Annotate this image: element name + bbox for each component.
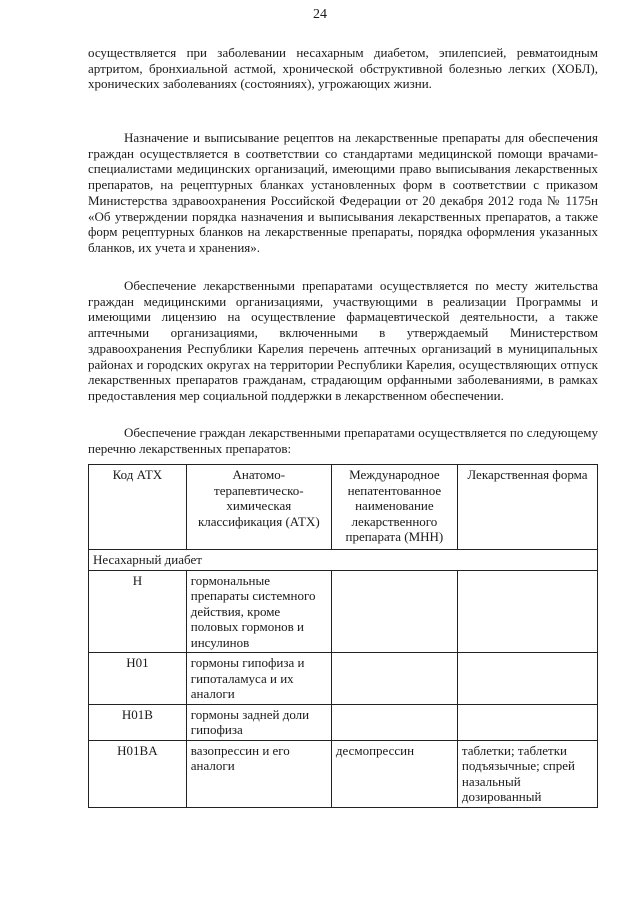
- table-row: [89, 653, 598, 705]
- drug-list-table: [88, 464, 598, 808]
- paragraph-continuation: осуществляется при заболевании несахарным диабетом, эпилепсией, ревматоидным артритом, бронхиальной астмой, хронической обструктивной болезнью легких (ХОБЛ), хронических заболеваниях (состояниях), угрожающих жизни.: [88, 45, 598, 92]
- cell-inn: десмопрессин: [331, 740, 457, 807]
- section-title: Несахарный диабет: [89, 550, 598, 571]
- page-number: 24: [313, 7, 327, 22]
- header-form: Лекарственная форма: [457, 465, 597, 550]
- cell-code: H01B: [89, 704, 187, 740]
- section-row: [89, 550, 598, 571]
- header-inn: Международное непатентованное наименование лекарственного препарата (МНН): [331, 465, 457, 550]
- table-header-row: [89, 465, 598, 550]
- paragraph-prescriptions-text: Назначение и выписывание рецептов на лекарственные препараты для обеспечения граждан осуществляется в соответствии со стандартами медицинской помощи врачами-специалистами медицинских организаций, имеющими право выписывания лекарственных препаратов, на рецептурных бланках установленных форм в соответствии с приказом Министерства здравоохранения Российской Федерации от 20 декабря 2012 года № 1175н «Об утверждении порядка назначения и выписывания лекарственных препаратов, а также форм рецептурных бланков на лекарственные препараты, порядка оформления указанных бланков, их учета и хранения».: [88, 130, 598, 255]
- cell-inn: [331, 653, 457, 705]
- header-classification: Анатомо-терапевтическо-химическая классификация (АТХ): [186, 465, 331, 550]
- cell-classification: вазопрессин и его аналоги: [186, 740, 331, 807]
- cell-code: H01: [89, 653, 187, 705]
- cell-code: H01BA: [89, 740, 187, 807]
- cell-form: таблетки; таблетки подъязычные; спрей назальный дозированный: [457, 740, 597, 807]
- paragraph-supply-text: Обеспечение лекарственными препаратами осуществляется по месту жительства граждан медицинскими организациями, участвующими в реализации Программы и имеющими лицензию на осуществление фармацевтической деятельности, а также аптечными организациями, включенными в утверждаемый Министерством здравоохранения Республики Карелия перечень аптечных организаций в муниципальных районах и городских округах на территории Республики Карелия, осуществляющих отпуск лекарственных препаратов гражданам, страдающим орфанными заболеваниями, в рамках предоставления мер социальной поддержки в лекарственном обеспечении.: [88, 278, 598, 403]
- paragraph-prescriptions: [88, 130, 598, 256]
- cell-form: [457, 653, 597, 705]
- table-row: [89, 570, 598, 653]
- cell-form: [457, 570, 597, 653]
- table-row: [89, 740, 598, 807]
- cell-classification: гормоны гипофиза и гипоталамуса и их аналоги: [186, 653, 331, 705]
- table-row: [89, 704, 598, 740]
- cell-inn: [331, 704, 457, 740]
- cell-form: [457, 704, 597, 740]
- cell-code: H: [89, 570, 187, 653]
- paragraph-supply: [88, 278, 598, 404]
- cell-classification: гормональные препараты системного действия, кроме половых гормонов и инсулинов: [186, 570, 331, 653]
- header-atc-code: Код АТХ: [89, 465, 187, 550]
- paragraph-list-intro: [88, 425, 598, 456]
- paragraph-list-intro-text: Обеспечение граждан лекарственными препаратами осуществляется по следующему перечню лекарственных препаратов:: [88, 425, 598, 456]
- cell-classification: гормоны задней доли гипофиза: [186, 704, 331, 740]
- cell-inn: [331, 570, 457, 653]
